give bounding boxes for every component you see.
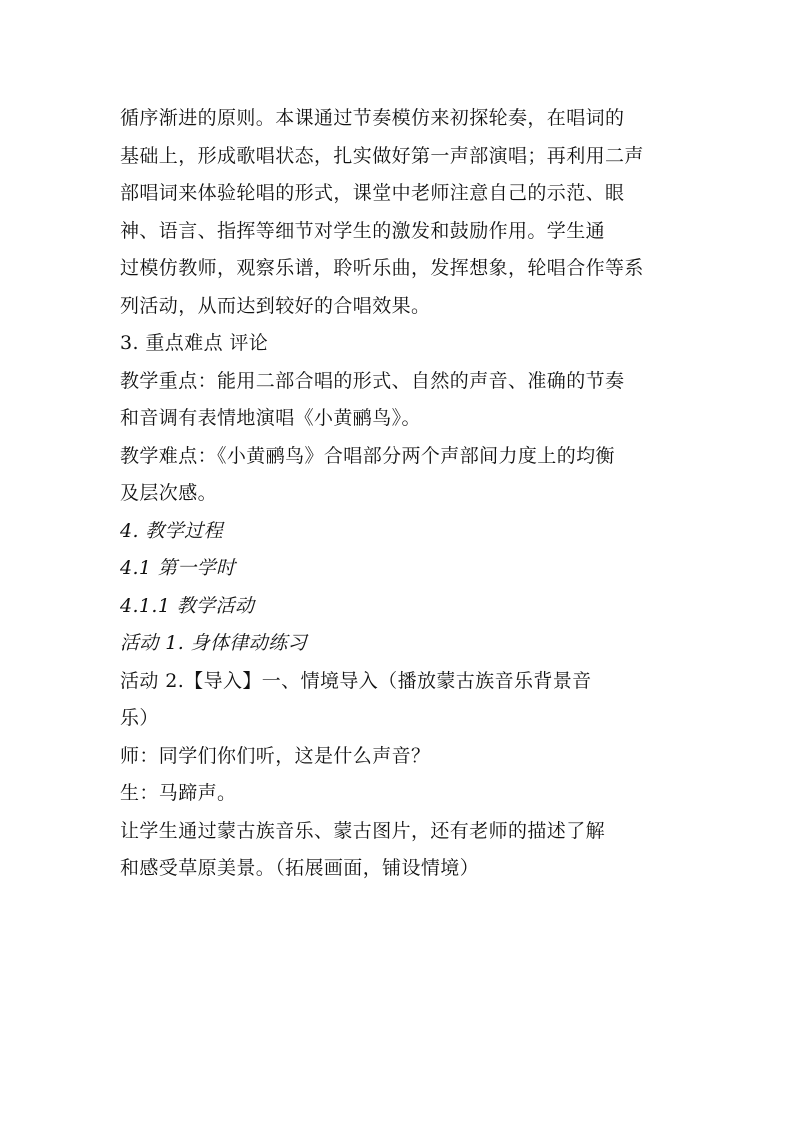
paragraph-line: 过模仿教师，观察乐谱，聆听乐曲，发挥想象，轮唱合作等系 (120, 257, 644, 279)
paragraph-line: 基础上，形成歌唱状态，扎实做好第一声部演唱；再利用二声 (120, 144, 644, 167)
closing-line: 让学生通过蒙古族音乐、蒙古图片，还有老师的描述了解 (120, 819, 606, 842)
activity-1-heading: 活动 1. 身体律动练习 (120, 632, 308, 654)
closing-line: 和感受草原美景。（拓展画面，铺设情境） (120, 857, 480, 879)
paragraph-line: 循序渐进的原则。本课通过节奏模仿来初探轮奏，在唱词的 (120, 107, 625, 129)
paragraph-line: 部唱词来体验轮唱的形式，课堂中老师注意自己的示范、眼 (120, 182, 625, 204)
teacher-dialogue: 师：同学们你们听，这是什么声音？ (120, 744, 431, 767)
paragraph-line: 神、语言、指挥等细节对学生的激发和鼓励作用。学生通 (120, 219, 606, 242)
difficulty-line: 及层次感。 (120, 482, 218, 504)
document-page (120, 100, 680, 888)
activity-2-line: 乐） (120, 707, 159, 729)
key-point-line: 教学重点：能用二部合唱的形式、自然的声音、准确的节奏 (120, 369, 625, 392)
student-dialogue: 生：马蹄声。 (120, 782, 237, 804)
section-heading-teaching-process: 4. 教学过程 (120, 519, 223, 542)
activity-2-line: 活动 2.【导入】一、情境导入（播放蒙古族音乐背景音 (120, 669, 592, 692)
subsection-heading-first-lesson: 4.1 第一学时 (120, 557, 236, 579)
section-heading-key-difficult-points: 3. 重点难点 评论 (120, 332, 269, 354)
key-point-line: 和音调有表情地演唱《小黄鹂鸟》。 (120, 407, 421, 429)
difficulty-line: 教学难点：《小黄鹂鸟》合唱部分两个声部间力度上的均衡 (120, 444, 615, 467)
paragraph-line: 列活动，从而达到较好的合唱效果。 (120, 294, 431, 317)
subsection-heading-teaching-activity: 4.1.1 教学活动 (120, 594, 255, 617)
